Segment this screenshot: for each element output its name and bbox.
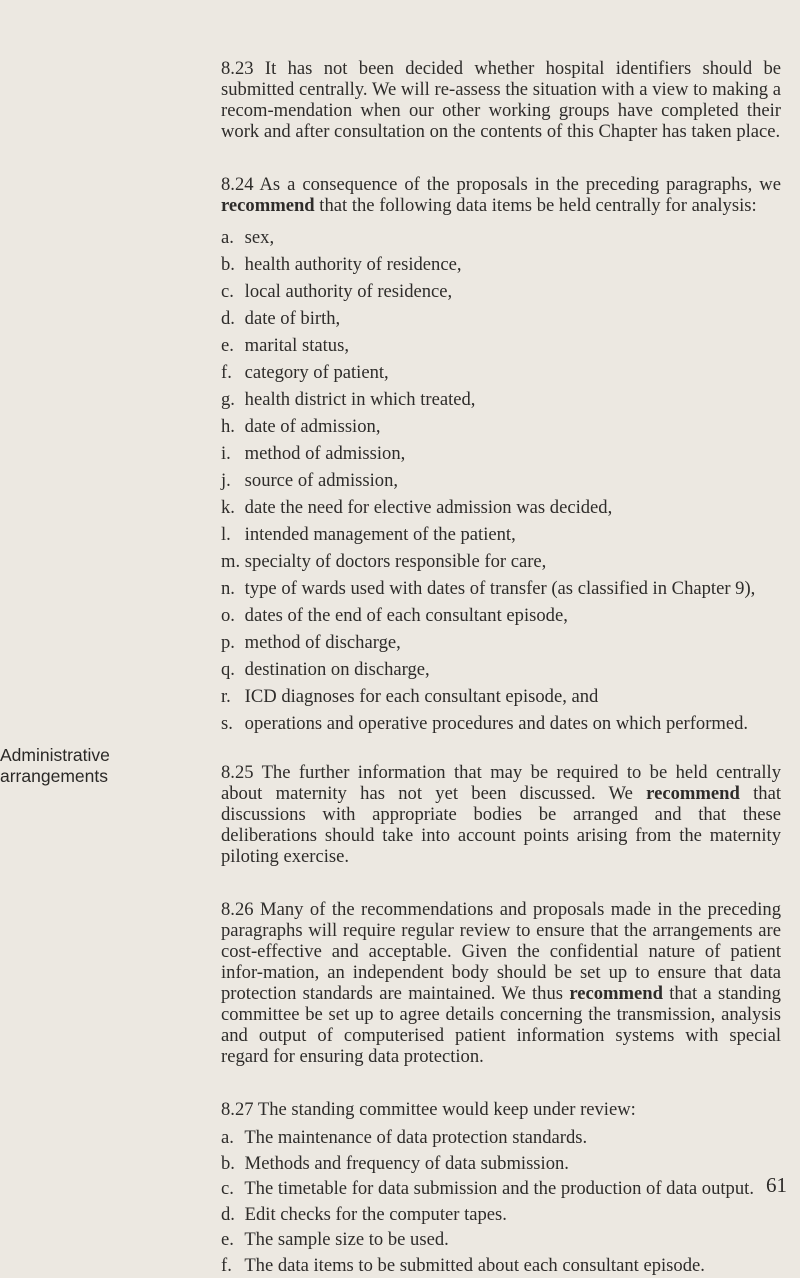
paragraph-text: that a standing committee be set up to agree details concerning the transmission, analysis and output of computerised patient information systems with special regard for ensuring data protection. <box>221 983 781 1067</box>
page-number: 61 <box>766 1173 787 1197</box>
list-item-text: date of birth, <box>245 308 341 329</box>
list-item-letter: c. <box>221 1176 240 1202</box>
margin-heading-line-1: Administrative <box>0 745 200 766</box>
paragraph-text: Many of the recommendations and proposals made in the preceding paragraphs will require regular review to ensure that the arrangements are cost-effective and acceptable. Given the confidential nature of patient infor-mation, an independent body should be set up to ensure that data protection standards are maintained. We thus <box>221 899 781 1004</box>
main-text <box>221 58 781 1278</box>
list-item <box>221 494 781 521</box>
paragraph-number: 8.26 <box>221 899 254 920</box>
list-item <box>221 1253 781 1278</box>
list-item <box>221 332 781 359</box>
list-item-text: type of wards used with dates of transfer (as classified in Chapter 9), <box>245 578 756 599</box>
list-item <box>221 656 781 683</box>
paragraph-text: The standing committee would keep under review: <box>258 1099 636 1120</box>
list-item-letter: i. <box>221 440 240 467</box>
recommend-emphasis: recommend <box>646 783 740 804</box>
list-item <box>221 305 781 332</box>
list-item-text: destination on discharge, <box>245 659 430 680</box>
list-item-text: marital status, <box>245 335 349 356</box>
list-item-text: The timetable for data submission and the production of data output. <box>244 1178 754 1199</box>
list-item-letter: h. <box>221 413 240 440</box>
list-item-letter: e. <box>221 1227 240 1253</box>
list-item-letter: a. <box>221 224 240 251</box>
list-item-letter: d. <box>221 305 240 332</box>
list-item <box>221 278 781 305</box>
list-item-letter: j. <box>221 467 240 494</box>
list-item-letter: a. <box>221 1125 240 1151</box>
paragraph-text: As a consequence of the proposals in the preceding paragraphs, we <box>260 174 782 195</box>
paragraph-text: The further information that may be required to be held centrally about maternity has not yet been discussed. We <box>221 762 781 804</box>
paragraph-8-24 <box>221 174 781 216</box>
list-item <box>221 629 781 656</box>
list-item-letter: m. <box>221 548 240 575</box>
margin-heading <box>0 745 200 787</box>
recommend-emphasis: recommend <box>569 983 663 1004</box>
list-item <box>221 602 781 629</box>
list-item <box>221 1202 781 1228</box>
list-item <box>221 359 781 386</box>
list-item-letter: q. <box>221 656 240 683</box>
list-item-text: date the need for elective admission was decided, <box>245 497 613 518</box>
paragraph-8-26 <box>221 899 781 1067</box>
review-items-list <box>221 1125 781 1278</box>
list-item <box>221 683 781 710</box>
list-item <box>221 548 781 575</box>
paragraph-number: 8.23 <box>221 58 254 79</box>
list-item-text: Edit checks for the computer tapes. <box>245 1204 507 1225</box>
margin-heading-line-2: arrangements <box>0 766 200 787</box>
list-item-text: The maintenance of data protection standards. <box>244 1127 587 1148</box>
list-item-letter: g. <box>221 386 240 413</box>
list-item-text: The data items to be submitted about each consultant episode. <box>244 1255 705 1276</box>
list-item <box>221 251 781 278</box>
list-item-text: source of admission, <box>245 470 398 491</box>
list-item-text: operations and operative procedures and dates on which performed. <box>245 713 748 734</box>
list-item-letter: k. <box>221 494 240 521</box>
paragraph-text: It has not been decided whether hospital identifiers should be submitted centrally. We will re-assess the situation with a view to making a recom-mendation when our other working groups have completed their work and after consultation on the contents of this Chapter has taken place. <box>221 58 781 142</box>
paragraph-8-23 <box>221 58 781 142</box>
list-item <box>221 440 781 467</box>
list-item <box>221 710 781 737</box>
paragraph-8-27 <box>221 1099 781 1120</box>
recommend-emphasis: recommend <box>221 195 315 216</box>
list-item <box>221 521 781 548</box>
list-item-text: category of patient, <box>245 362 389 383</box>
paragraph-number: 8.24 <box>221 174 254 195</box>
list-item <box>221 413 781 440</box>
list-item <box>221 1125 781 1151</box>
list-item <box>221 467 781 494</box>
list-item-text: health authority of residence, <box>245 254 462 275</box>
list-item-text: specialty of doctors responsible for care, <box>245 551 547 572</box>
list-item-letter: b. <box>221 251 240 278</box>
list-item-letter: f. <box>221 359 240 386</box>
paragraph-text: that the following data items be held centrally for analysis: <box>319 195 756 216</box>
list-item-text: method of admission, <box>245 443 406 464</box>
list-item <box>221 575 781 602</box>
list-item-letter: e. <box>221 332 240 359</box>
list-item-letter: d. <box>221 1202 240 1228</box>
list-item-text: date of admission, <box>245 416 381 437</box>
list-item-letter: o. <box>221 602 240 629</box>
list-item <box>221 224 781 251</box>
list-item-text: method of discharge, <box>245 632 401 653</box>
list-item-letter: l. <box>221 521 240 548</box>
list-item-letter: s. <box>221 710 240 737</box>
list-item <box>221 1227 781 1253</box>
list-item-letter: b. <box>221 1151 240 1177</box>
list-item <box>221 386 781 413</box>
paragraph-8-25 <box>221 762 781 867</box>
list-item-text: dates of the end of each consultant episode, <box>245 605 568 626</box>
list-item-text: sex, <box>245 227 274 248</box>
list-item-letter: n. <box>221 575 240 602</box>
list-item-letter: c. <box>221 278 240 305</box>
list-item-letter: f. <box>221 1253 240 1278</box>
list-item-letter: p. <box>221 629 240 656</box>
paragraph-number: 8.25 <box>221 762 254 783</box>
list-item-text: Methods and frequency of data submission. <box>245 1153 569 1174</box>
list-item-text: local authority of residence, <box>245 281 453 302</box>
list-item-text: The sample size to be used. <box>244 1229 448 1250</box>
list-item-letter: r. <box>221 683 240 710</box>
list-item-text: intended management of the patient, <box>245 524 516 545</box>
paragraph-number: 8.27 <box>221 1099 254 1120</box>
list-item-text: health district in which treated, <box>245 389 476 410</box>
list-item <box>221 1176 781 1202</box>
list-item <box>221 1151 781 1177</box>
paragraph-text: that discussions with appropriate bodies be arranged and that these deliberations should take into account points arising from the maternity piloting exercise. <box>221 783 781 867</box>
list-item-text: ICD diagnoses for each consultant episode, and <box>245 686 599 707</box>
data-items-list <box>221 224 781 737</box>
